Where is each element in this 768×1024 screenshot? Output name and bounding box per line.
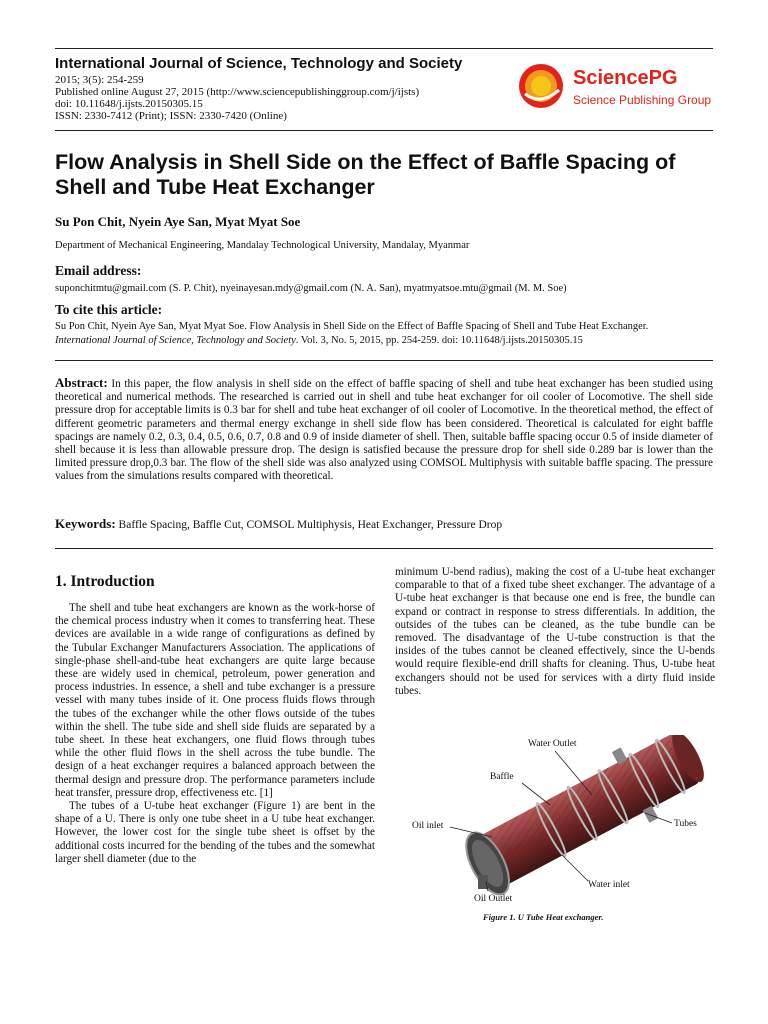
left-column	[55, 602, 375, 866]
abstract	[55, 376, 713, 484]
intro-paragraph-1: The shell and tube heat exchangers are known as the work-horse of the chemical process industry when it comes to transferring heat. These devices are available in a wide range of configurations as defined by the Tubular Exchanger Manufacturers Association. The applications of single-phase shell-and-tube heat exchangers are quite large because these are widely used in chemical, petroleum, power generation and process industries. In essence, a shell and tube exchanger is a pressure vessel with many tubes inside of it. One process fluids flows through the tubes of the exchanger while the other flows outside of the tubes within the shell. The tube side and shell side fluids are separated by a tube sheet. In these heat exchangers, one fluid flows through tubes while the other fluid flows in the shell across the tube bundle. The design of a heat exchanger requires a balanced approach between the thermal design and pressure drop. The performance parameters include heat transfer, pressure drop, effectiveness etc. [1]	[55, 602, 375, 799]
paper-title: Flow Analysis in Shell Side on the Effect of Baffle Spacing of Shell and Tube Heat Exchanger	[55, 150, 676, 199]
keywords-text: Baffle Spacing, Baffle Cut, COMSOL Multiphysis, Heat Exchanger, Pressure Drop	[118, 519, 503, 531]
journal-doi[interactable]: doi: 10.11648/j.ijsts.20150305.15	[55, 98, 203, 110]
label-water-outlet: Water Outlet	[528, 739, 577, 749]
authors: Su Pon Chit, Nyein Aye San, Myat Myat Soe	[55, 214, 301, 229]
right-column	[395, 566, 715, 698]
keywords-rule	[55, 548, 713, 549]
email-addresses[interactable]: suponchitmtu@gmail.com (S. P. Chit), nyeinayesan.mdy@gmail.com (N. A. San), myatmyatsoe.mtu@gmail (M. M. Soe)	[55, 283, 567, 294]
sciencepg-logo[interactable]	[515, 60, 715, 112]
label-baffle: Baffle	[490, 772, 514, 782]
figure-1	[400, 735, 720, 910]
section-heading-introduction: 1. Introduction	[55, 573, 155, 590]
logo-tagline: Science Publishing Group	[573, 93, 712, 107]
citation-rule	[55, 360, 713, 361]
logo-name: SciencePG	[573, 67, 678, 89]
figure-1-caption: Figure 1. U Tube Heat exchanger.	[483, 912, 604, 922]
citation-journal: International Journal of Science, Technology and Society	[55, 335, 296, 346]
header-bottom-rule	[55, 130, 713, 131]
abstract-text: In this paper, the flow analysis in shell side on the effect of baffle spacing of shell and tube heat exchanger has been studied using theoretical and numerical methods. The researched is carried out in shell and tube heat exchanger for oil cooler of Locomotive. The shell side pressure drop for acceptable limits is 0.3 bar for shell and tube heat exchanger of oil cooler of Locomotive. In the theoretical method, the effect of different geometric parameters and thermal energy exchange in shell side flow has been considered. Theoretical is calculated for eight baffle spacings are namely 0.2, 0.3, 0.4, 0.5, 0.6, 0.7, 0.8 and 0.9 of inside diameter of shell. Then, suitable baffle spacing occur 0.5 of inside diameter of shell because it is less than allowable pressure drop. The design is satisfied because the pressure drop for shell side 0.289 bar is lower than the limited pressure drop,0.3 bar. The flow of the shell side was also analyzed using COMSOL Multiphysis with suitable baffle spacing. The pressure values from the simulations results compared with theoretical.	[55, 378, 714, 483]
journal-title: International Journal of Science, Technology and Society	[55, 55, 463, 72]
u-tube-heat-exchanger-image	[400, 735, 720, 910]
intro-paragraph-2: The tubes of a U-tube heat exchanger (Figure 1) are bent in the shape of a U. There is only one tube sheet in a U tube heat exchanger. However, the lower cost for the single tube sheet is offset by the additional costs incurred for the bending of the tubes and the somewhat larger shell diameter (due to the	[55, 800, 375, 865]
label-oil-outlet: Oil Outlet	[474, 894, 513, 904]
keywords	[55, 516, 502, 532]
journal-issue: 2015; 3(5): 254-259	[55, 74, 144, 86]
email-heading: Email address:	[55, 263, 142, 278]
published-online[interactable]: Published online August 27, 2015 (http://www.sciencepublishinggroup.com/j/ijsts)	[55, 86, 420, 98]
citation-line-1: Su Pon Chit, Nyein Aye San, Myat Myat Soe. Flow Analysis in Shell Side on the Effect of Baffle Spacing of Shell and Tube Heat Exchanger.	[55, 321, 649, 332]
citation-line-2	[55, 334, 715, 347]
intro-paragraph-3: minimum U-bend radius), making the cost of a U-tube heat exchanger comparable to that of a fixed tube sheet exchanger. The advantage of a U-tube heat exchanger is that because one end is free, the bundle can expand or contract in response to stress differentials. In addition, the outsides of the tubes can be cleaned, as the tube bundle can be removed. The disadvantage of the U-tube construction is that the insides of the tubes cannot be cleaned effectively, since the U-bends would require flexible-end drill shafts for cleaning. Thus, U-tube heat exchangers should not be used for services with a dirty fluid inside tubes.	[395, 566, 715, 697]
journal-issn: ISSN: 2330-7412 (Print); ISSN: 2330-7420 (Online)	[55, 110, 287, 122]
cite-heading: To cite this article:	[55, 302, 163, 317]
sciencepg-logo-icon	[515, 60, 715, 112]
keywords-label: Keywords:	[55, 516, 116, 531]
label-tubes: Tubes	[674, 819, 697, 829]
affiliation: Department of Mechanical Engineering, Mandalay Technological University, Mandalay, Myanmar	[55, 240, 470, 251]
label-water-inlet: Water inlet	[588, 880, 630, 890]
abstract-label: Abstract:	[55, 375, 108, 390]
top-rule	[55, 48, 713, 49]
label-oil-inlet: Oil inlet	[412, 821, 444, 831]
citation-details[interactable]: . Vol. 3, No. 5, 2015, pp. 254-259. doi: 10.11648/j.ijsts.20150305.15	[295, 335, 583, 346]
